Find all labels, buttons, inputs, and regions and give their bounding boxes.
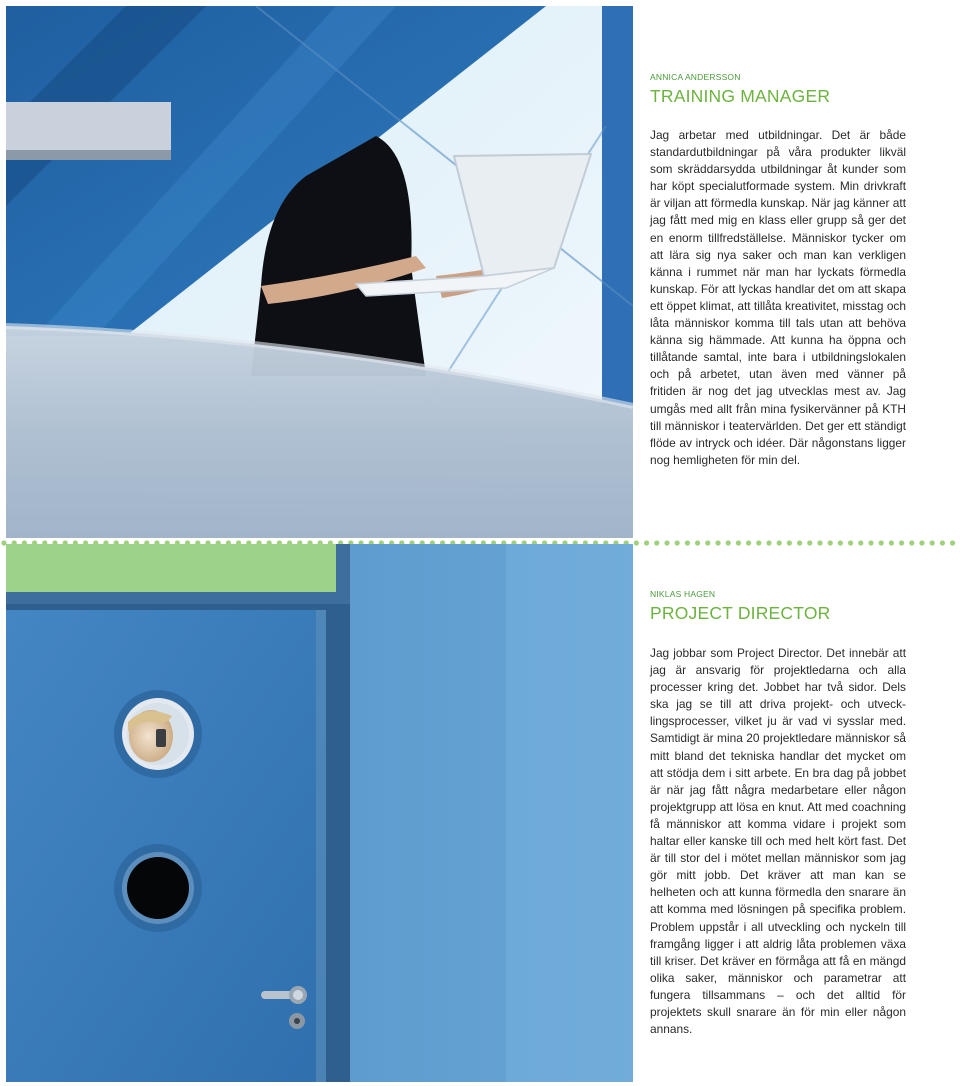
laptop-stairs-illustration [6,6,633,538]
photo-laptop-stairs [6,6,633,538]
profile-body-text: Jag arbetar med utbildningar. Det är både standardutbildningar på våra produkter likväl som skräddarsydda utbildningar åt kunder som har köpt specialutformade system. Min drivkraft är viljan att förmedla kunskap. När jag känner att jag fått med mig en klass eller grupp så ger det en enorm tillfredställelse. Människor tycker om att lära sig nya saker och man kan verkligen känna i rummet när man har lyckats förmedla kunskap. För att lyckas handlar det om att skapa ett öppet klimat, att tillåta kreativitet, misstag och låta människor komma till tals utan att behöva känna sig hämmade. Att kunna ha öppna och tillåtande samtal, inte bara i utbildningslokalen och på arbetet, utan även med vänner på fritiden är nog det jag utvecklas mest av. Jag umgås med allt från mina fysikervänner på KTH till människor i teatervärlden. Det ger ett ständigt flöde av intryck och idéer. Där någonstans ligger nog hemligheten för min del. [650,128,906,467]
profile-project-director [650,589,906,1038]
job-title: PROJECT DIRECTOR [650,603,831,623]
door-porthole-illustration [6,544,633,1082]
profile-training-manager [650,72,906,469]
profile-body-text: Jag jobbar som Project Director. Det innebär att jag är ansvarig för projektledarna och alla processer kring det. Jobbet har två sidor. Dels ska jag se till att driva projekt- och utvecklingsprocesser, vilket ju är vad vi sysslar med. Samtidigt är mina 20 projektledare människor så mitt bland det tekniska handlar det mycket om att stödja dem i sitt arbete. En bra dag på jobbet är när jag fått några medarbetare eller någon projektgrupp att lösa en knut. Att med coachning få människor att komma vidare i projekt som haltar eller kanske till och med helt kört fast. Det är till stor del i mötet mellan människor som jag gör mitt jobb. Det kräver att man kan se helheten och att kunna förmedla den snarare än att komma med lösningen på specifika problem. Problem uppstår i all utveckling och nyckeln till framgång ligger i att aldrig låta problemen växa till kriser. Det kräver en förmåga att få en mängd olika saker, människor och parametrar att fungera tillsammans – och det alltid för projektets skull snarare än för min eller någon annans. [650,646,906,1037]
job-title: TRAINING MANAGER [650,86,831,106]
photo-door-portholes [6,544,633,1082]
person-name: ANNICA ANDERSSON [650,72,741,82]
person-name: NIKLAS HAGEN [650,589,716,599]
